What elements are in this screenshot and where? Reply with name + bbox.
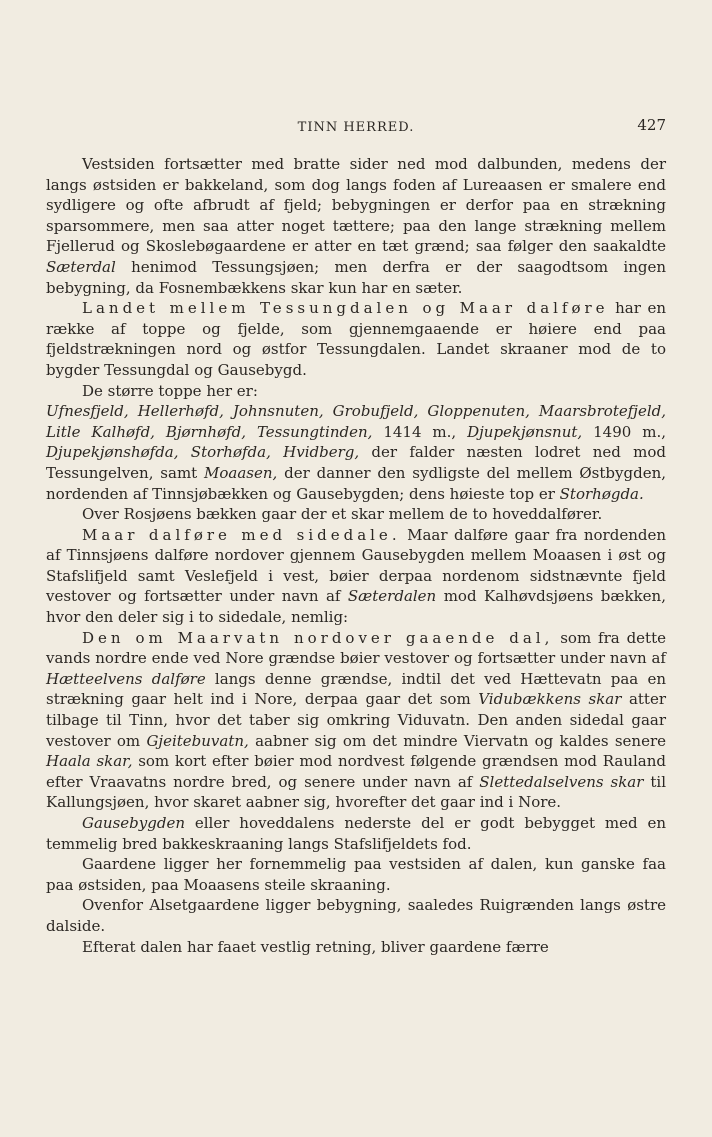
text-run: Over Rosjøens bækken gaar der et skar mellem de to hoveddalfører. [82, 505, 603, 524]
italic-term: Sæterdalen [347, 587, 437, 606]
text-run: langs denne grændse, indtil det ved Hættevatn paa en strækning gaar helt ind i Nore, derpaa gaar det som [46, 669, 666, 709]
running-title: TINN HERRED. [297, 120, 415, 135]
paragraph-alsetgaardene [46, 895, 666, 936]
italic-term: Gausebygden [82, 814, 185, 832]
paragraph-vestsiden [46, 154, 666, 298]
page-number: 427 [637, 116, 666, 134]
italic-term: Djupekjønsnut, [467, 422, 583, 441]
paragraph-efterat [46, 937, 666, 958]
italic-term: Djupekjønshøfda, Storhøfda, Hvidberg, [46, 443, 360, 462]
text-run: som fra dette vands nordre ende ved Nore grændse bøier vestover og fortsætter under navn af [46, 628, 666, 668]
paragraph-maarvatn-dal [46, 628, 666, 813]
text-run: eller hoveddalens nederste del er godt bebygget med en temmelig bred bakkeskraaning langs Stafslifjeldets fod. [46, 814, 666, 853]
italic-term: Moaasen, [204, 463, 278, 482]
paragraph-rosjoen [46, 504, 666, 525]
paragraph-gausebygden [46, 813, 666, 854]
spaced-heading: Den om Maarvatn nordover gaaende dal, [82, 628, 554, 647]
text-run: har en række af toppe og fjelde, som gjennemgaaende er høiere end paa fjeldstrækningen nord og østfor Tessungdalen. Landet skraaner mod de to bygder Tessungdal og Gausebygd. [46, 299, 666, 379]
text-run: Efterat dalen har faaet vestlig retning, bliver gaardene færre [82, 937, 549, 956]
text-run: atter tilbage til Tinn, hvor det taber sig omkring Viduvatn. Den anden sidedal gaar vestover om [46, 690, 666, 750]
italic-term: Vidubækkens skar [478, 690, 622, 709]
text-run: der danner den sydligste del mellem Østbygden, nordenden af Tinnsjøbækken og Gausebygden; dens høieste top er [46, 463, 666, 503]
text-run: De større toppe her er: [82, 381, 258, 400]
paragraph-toppe-list [46, 401, 666, 504]
text-run: Ovenfor Alsetgaardene ligger bebygning, saaledes Ruigrænden langs østre dalside. [46, 896, 666, 935]
text-run: Vestsiden fortsætter med bratte sider ned mod dalbunden, medens der langs østsiden er bakkeland, som dog langs foden af Lureaasen er smalere end sydligere og ofte afbrudt af fjeld; bebygningen er derfor paa en strækning sparsommere, men saa atter noget tættere; paa den lange strækning mellem Fjellerud og Skoslebøgaardene er atter en tæt grænd; saa følger den saakaldte [46, 155, 666, 256]
italic-term: Hætteelvens dalføre [46, 669, 206, 688]
text-run: mod Kalhøvdsjøens bækken, hvor den deler sig i to sidedale, nemlig: [46, 587, 666, 627]
italic-term: Ufnesfjeld, Hellerhøfd, Johnsnuten, Grobufjeld, Gloppenuten, Maarsbrotefjeld, Litle Kalhøfd, Bjørnhøfd, Tessungtinden, [46, 402, 666, 441]
paragraph-gaardene [46, 854, 666, 895]
italic-term: Storhøgda. [559, 484, 644, 503]
paragraph-maar-dalfore [46, 525, 666, 628]
paragraph-landet [46, 298, 666, 380]
italic-term: Sæterdal [46, 257, 116, 276]
body-text [46, 154, 666, 957]
page-header [46, 116, 666, 140]
text-run: aabner sig om det mindre Viervatn og kaldes senere [248, 731, 666, 750]
text-run: der falder næsten lodret ned mod Tessungelven, samt [46, 443, 666, 482]
spaced-heading: Landet mellem Tessungdalen og Maar dalføre [82, 299, 609, 318]
spaced-heading: Maar dalføre med sidedale. [82, 525, 401, 544]
paragraph-toppe-intro [46, 381, 666, 402]
italic-term: Haala skar, [46, 752, 133, 771]
text-run: Maar dalføre gaar fra nordenden af Tinnsjøens dalføre nordover gjennem Gausebygden mellem Moaasen i øst og Stafslifjeld samt Veslefjeld i vest, bøier derpaa nordenom sidstnævnte fjeld vestover og fortsætter under navn af [46, 525, 666, 606]
italic-term: Slettedalselvens skar [479, 772, 644, 791]
text-run: henimod Tessungsjøen; men derfra er der saagodtsom ingen bebygning, da Fosnembækkens skar kun har en sæter. [46, 257, 666, 297]
text-run: 1490 m., [582, 422, 666, 441]
text-run: 1414 m., [372, 422, 468, 441]
text-run: til Kallungsjøen, hvor skaret aabner sig, hvorefter det gaar ind i Nore. [46, 772, 666, 812]
italic-term: Gjeitebuvatn, [146, 731, 249, 750]
text-run: Gaardene ligger her fornemmelig paa vestsiden af dalen, kun ganske faa paa østsiden, paa Moaasens steile skraaning. [46, 855, 666, 894]
text-run: som kort efter bøier mod nordvest følgende grændsen mod Rauland efter Vraavatns nordre bred, og senere under navn af [46, 752, 666, 791]
